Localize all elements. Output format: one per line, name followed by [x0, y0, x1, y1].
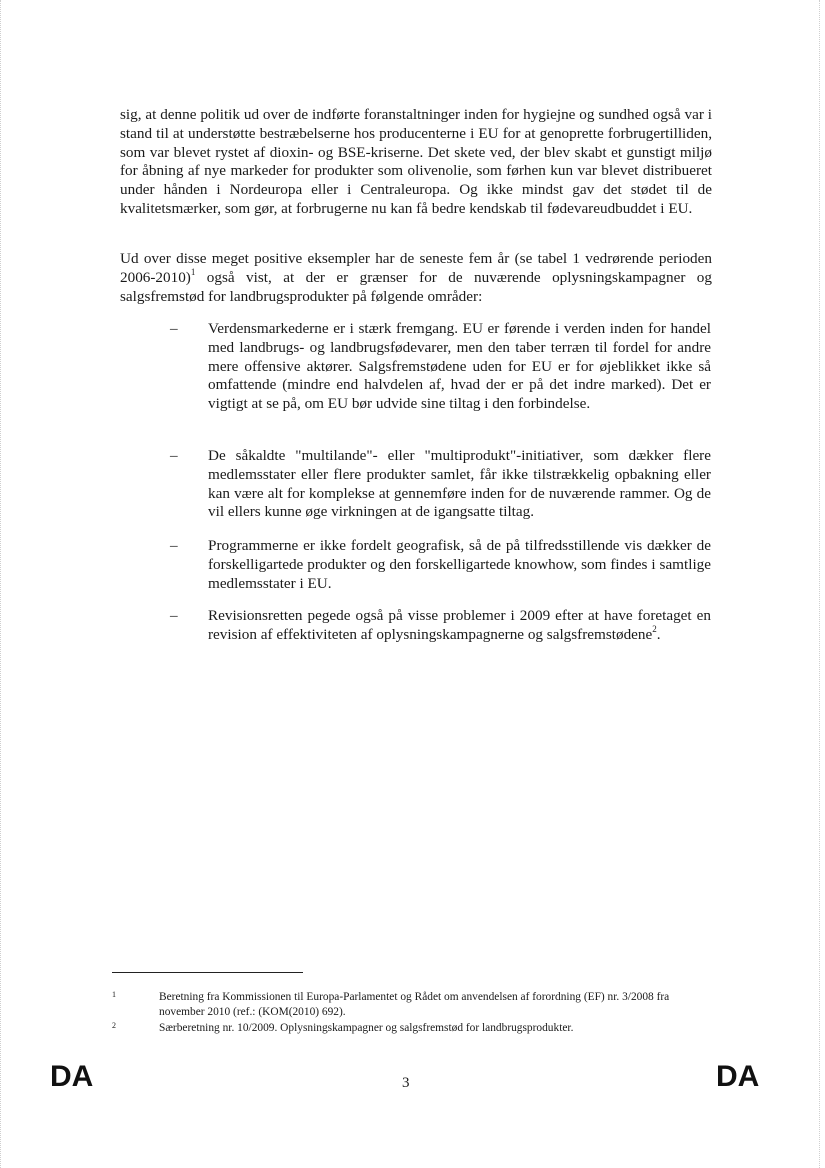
bullet-text: Verdensmarkederne er i stærk fremgang. EU er førende i verden inden for handel med landbrugs- og landbrugsfødevarer, men den taber terræn til fordel for andre mere offensive aktører. Salgsfremstødene uden for EU er for øjeblikket ikke så omfattende (mindre end halvdelen af, hvad der er på det indre marked). Det er vigtigt at se på, om EU bør udvide sine tiltag i den forbindelse.: [208, 320, 711, 413]
bullet-dash: –: [170, 537, 178, 554]
bullet-dash: –: [170, 320, 178, 337]
footnote-text: Særberetning nr. 10/2009. Oplysningskampagner og salgsfremstød for landbrugsprodukter.: [159, 1022, 574, 1034]
bullet-text: Programmerne er ikke fordelt geografisk, så de på tilfredsstillende vis dækker de forskelligartede produkter og den forskelligartede knowhow, som findes i samtlige medlemsstater i EU.: [208, 537, 711, 592]
footnote-number: 1: [112, 990, 116, 999]
bullet-dash: –: [170, 607, 178, 624]
bullet-text-end: .: [656, 625, 661, 643]
page-edge-right: [819, 0, 821, 1168]
paragraph-2-text-start: Ud over disse meget positive eksempler har de seneste fem år (se tabel 1 vedrørende perioden 2006-2010): [120, 250, 712, 286]
bullet-dash: –: [170, 447, 178, 464]
page-edge-left: [0, 0, 2, 1168]
body-paragraph-2: [120, 250, 712, 306]
language-code-right: DA: [716, 1060, 760, 1093]
footnote-number: 2: [112, 1021, 116, 1030]
footnote-text: Beretning fra Kommissionen til Europa-Parlamentet og Rådet om anvendelsen af forordning (EF) nr. 3/2008 fra november 2010 (ref.: (KOM(2010) 692).: [159, 991, 670, 1018]
paragraph-2-text-end: også vist, at der er grænser for de nuværende oplysningskampagner og salgsfremstød for landbrugsprodukter på følgende områder:: [120, 268, 712, 305]
bullet-text-start: Revisionsretten pegede også på visse problemer i 2009 efter at have foretaget en revision af effektiviteten af oplysningskampagnerne og salgsfremstødene: [208, 607, 711, 643]
footnote-ref-2[interactable]: 2: [652, 623, 657, 634]
page-number: 3: [402, 1075, 410, 1091]
footnote-separator: [112, 972, 303, 973]
body-paragraph-1: sig, at denne politik ud over de indførte foranstaltninger inden for hygiejne og sundhed også var i stand til at understøtte bestræbelserne hos producenterne i EU for at genoprette forbrugertilliden, som var blevet rystet af dioxin- og BSE-kriserne. Det skete ved, der blev skabt et gunstigt miljø for åbning af nye markeder for produkter som olivenolie, som førhen kun var blevet distribueret under hånden i Nordeuropa eller i Centraleuropa. Og ikke mindst gav det stødet til de kvalitetsmærker, som gør, at forbrugerne nu kan få bedre kendskab til fødevareudbuddet i EU.: [120, 106, 712, 217]
footnote-ref-1[interactable]: 1: [190, 266, 196, 277]
language-code-left: DA: [50, 1060, 94, 1093]
bullet-text: De såkaldte "multilande"- eller "multiprodukt"-initiativer, som dækker flere medlemsstater eller flere produkter samlet, får ikke tilstrækkelig opbakning eller kan være alt for komplekse at gennemføre inden for de nuværende rammer. Og de vil ellers kunne øge virkningen at de igangsatte tiltag.: [208, 447, 711, 521]
bullet-text: [208, 607, 711, 645]
